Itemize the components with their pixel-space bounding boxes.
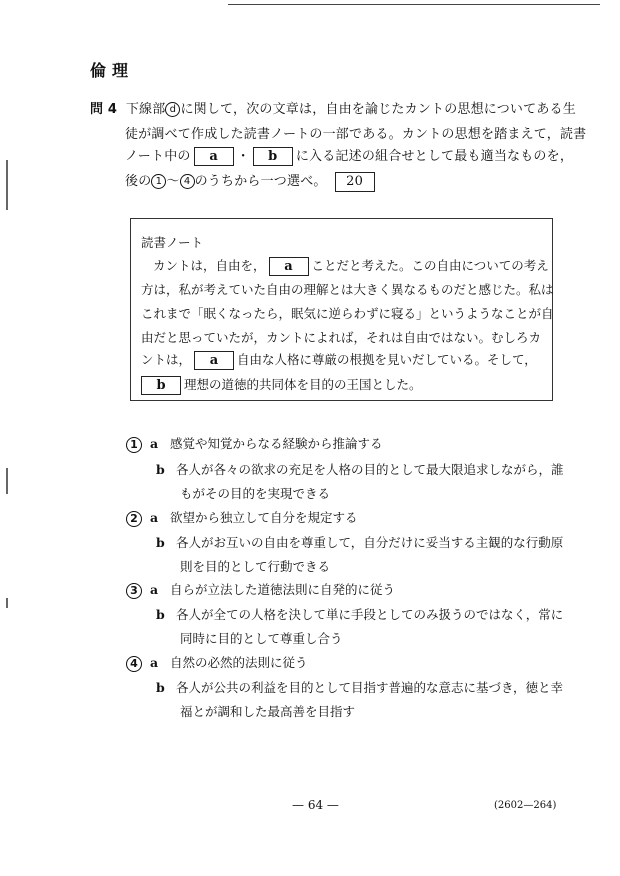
exam-code: (2602—264): [494, 800, 557, 811]
question-number: 問 4: [90, 102, 118, 117]
blank-box-b: b: [141, 376, 181, 395]
option-a-text: 感覚や知覚からなる経験から推論する: [169, 436, 383, 451]
question-line-1: 問 4 下線部 d に関して，次の文章は，自由を論じたカントの思想についてある生: [90, 102, 576, 117]
note-line-5: ントは， a 自由な人格に尊厳の根拠を見いだしている。そして，: [141, 352, 537, 368]
question-line-2: 徒が調べて作成した読書ノートの一部である。カントの思想を踏まえて，読書: [125, 127, 587, 142]
note-line-2: 方は，私が考えていた自由の理解とは大きく異なるものだと感じた。私は: [141, 282, 554, 297]
margin-mark: [6, 598, 8, 608]
option-b-text-cont: 福とが調和した最高善を目指す: [180, 704, 356, 719]
blank-box-a: a: [194, 147, 234, 166]
option-number: 1: [126, 437, 142, 453]
option-b-text: 各人が全ての人格を決して単に手段としてのみ扱うのではなく，常に: [175, 607, 564, 622]
note-line-3: これまで「眠くなったら，眠気に逆らわずに寝る」というようなことが自: [141, 306, 554, 321]
option-b-text: 各人が公共の利益を目的として目指す普遍的な意志に基づき，徳と幸: [175, 680, 563, 695]
page-number: — 64 —: [292, 798, 339, 812]
option-b-text: 各人がお互いの自由を尊重して，自分だけに妥当する主観的な行動原: [175, 535, 564, 550]
option-a-text: 自然の必然的法則に従う: [169, 655, 308, 670]
question-line-3: ノート中の a ・ b に入る記述の組合せとして最も適当なものを，: [125, 149, 574, 164]
option-a-text: 自らが立法した道徳法則に自発的に従う: [169, 582, 395, 597]
option-b-text: 各人が各々の欲求の充足を人格の目的として最大限追求しながら，誰: [175, 462, 564, 477]
note-line-6: b 理想の道徳的共同体を目的の王国とした。: [141, 375, 422, 395]
margin-mark: [6, 468, 8, 494]
underline-marker-d: d: [165, 102, 180, 117]
blank-box-a: a: [269, 257, 309, 276]
option-number: 3: [126, 583, 142, 599]
note-line-4: 由だと思っていたが，カントによれば，それは自由ではない。むしろカ: [141, 330, 542, 345]
blank-box-b: b: [253, 147, 293, 166]
reading-note-box: [130, 218, 553, 401]
option-number: 4: [126, 656, 142, 672]
note-title: 読書ノート: [141, 235, 204, 250]
margin-mark: [6, 160, 8, 210]
note-line-1: カントは，自由を， a ことだと考えた。この自由についての考え: [153, 258, 549, 274]
option-b-text-cont: もがその目的を実現できる: [180, 486, 331, 501]
option-b-text-cont: 同時に目的として尊重し合う: [180, 631, 343, 646]
option-number: 2: [126, 511, 142, 527]
option-a-text: 欲望から独立して自分を規定する: [169, 510, 358, 525]
subject-title: 倫理: [90, 61, 135, 80]
top-rule: [228, 4, 600, 5]
choice-range-start: 1: [151, 174, 166, 189]
answer-number-box: 20: [335, 172, 375, 192]
blank-box-a: a: [194, 351, 234, 370]
question-line-4: 後の 1 ～ 4 のうちから一つ選べ。 20: [125, 170, 375, 192]
option-b-text-cont: 則を目的として行動できる: [180, 559, 331, 574]
choice-range-end: 4: [180, 174, 195, 189]
